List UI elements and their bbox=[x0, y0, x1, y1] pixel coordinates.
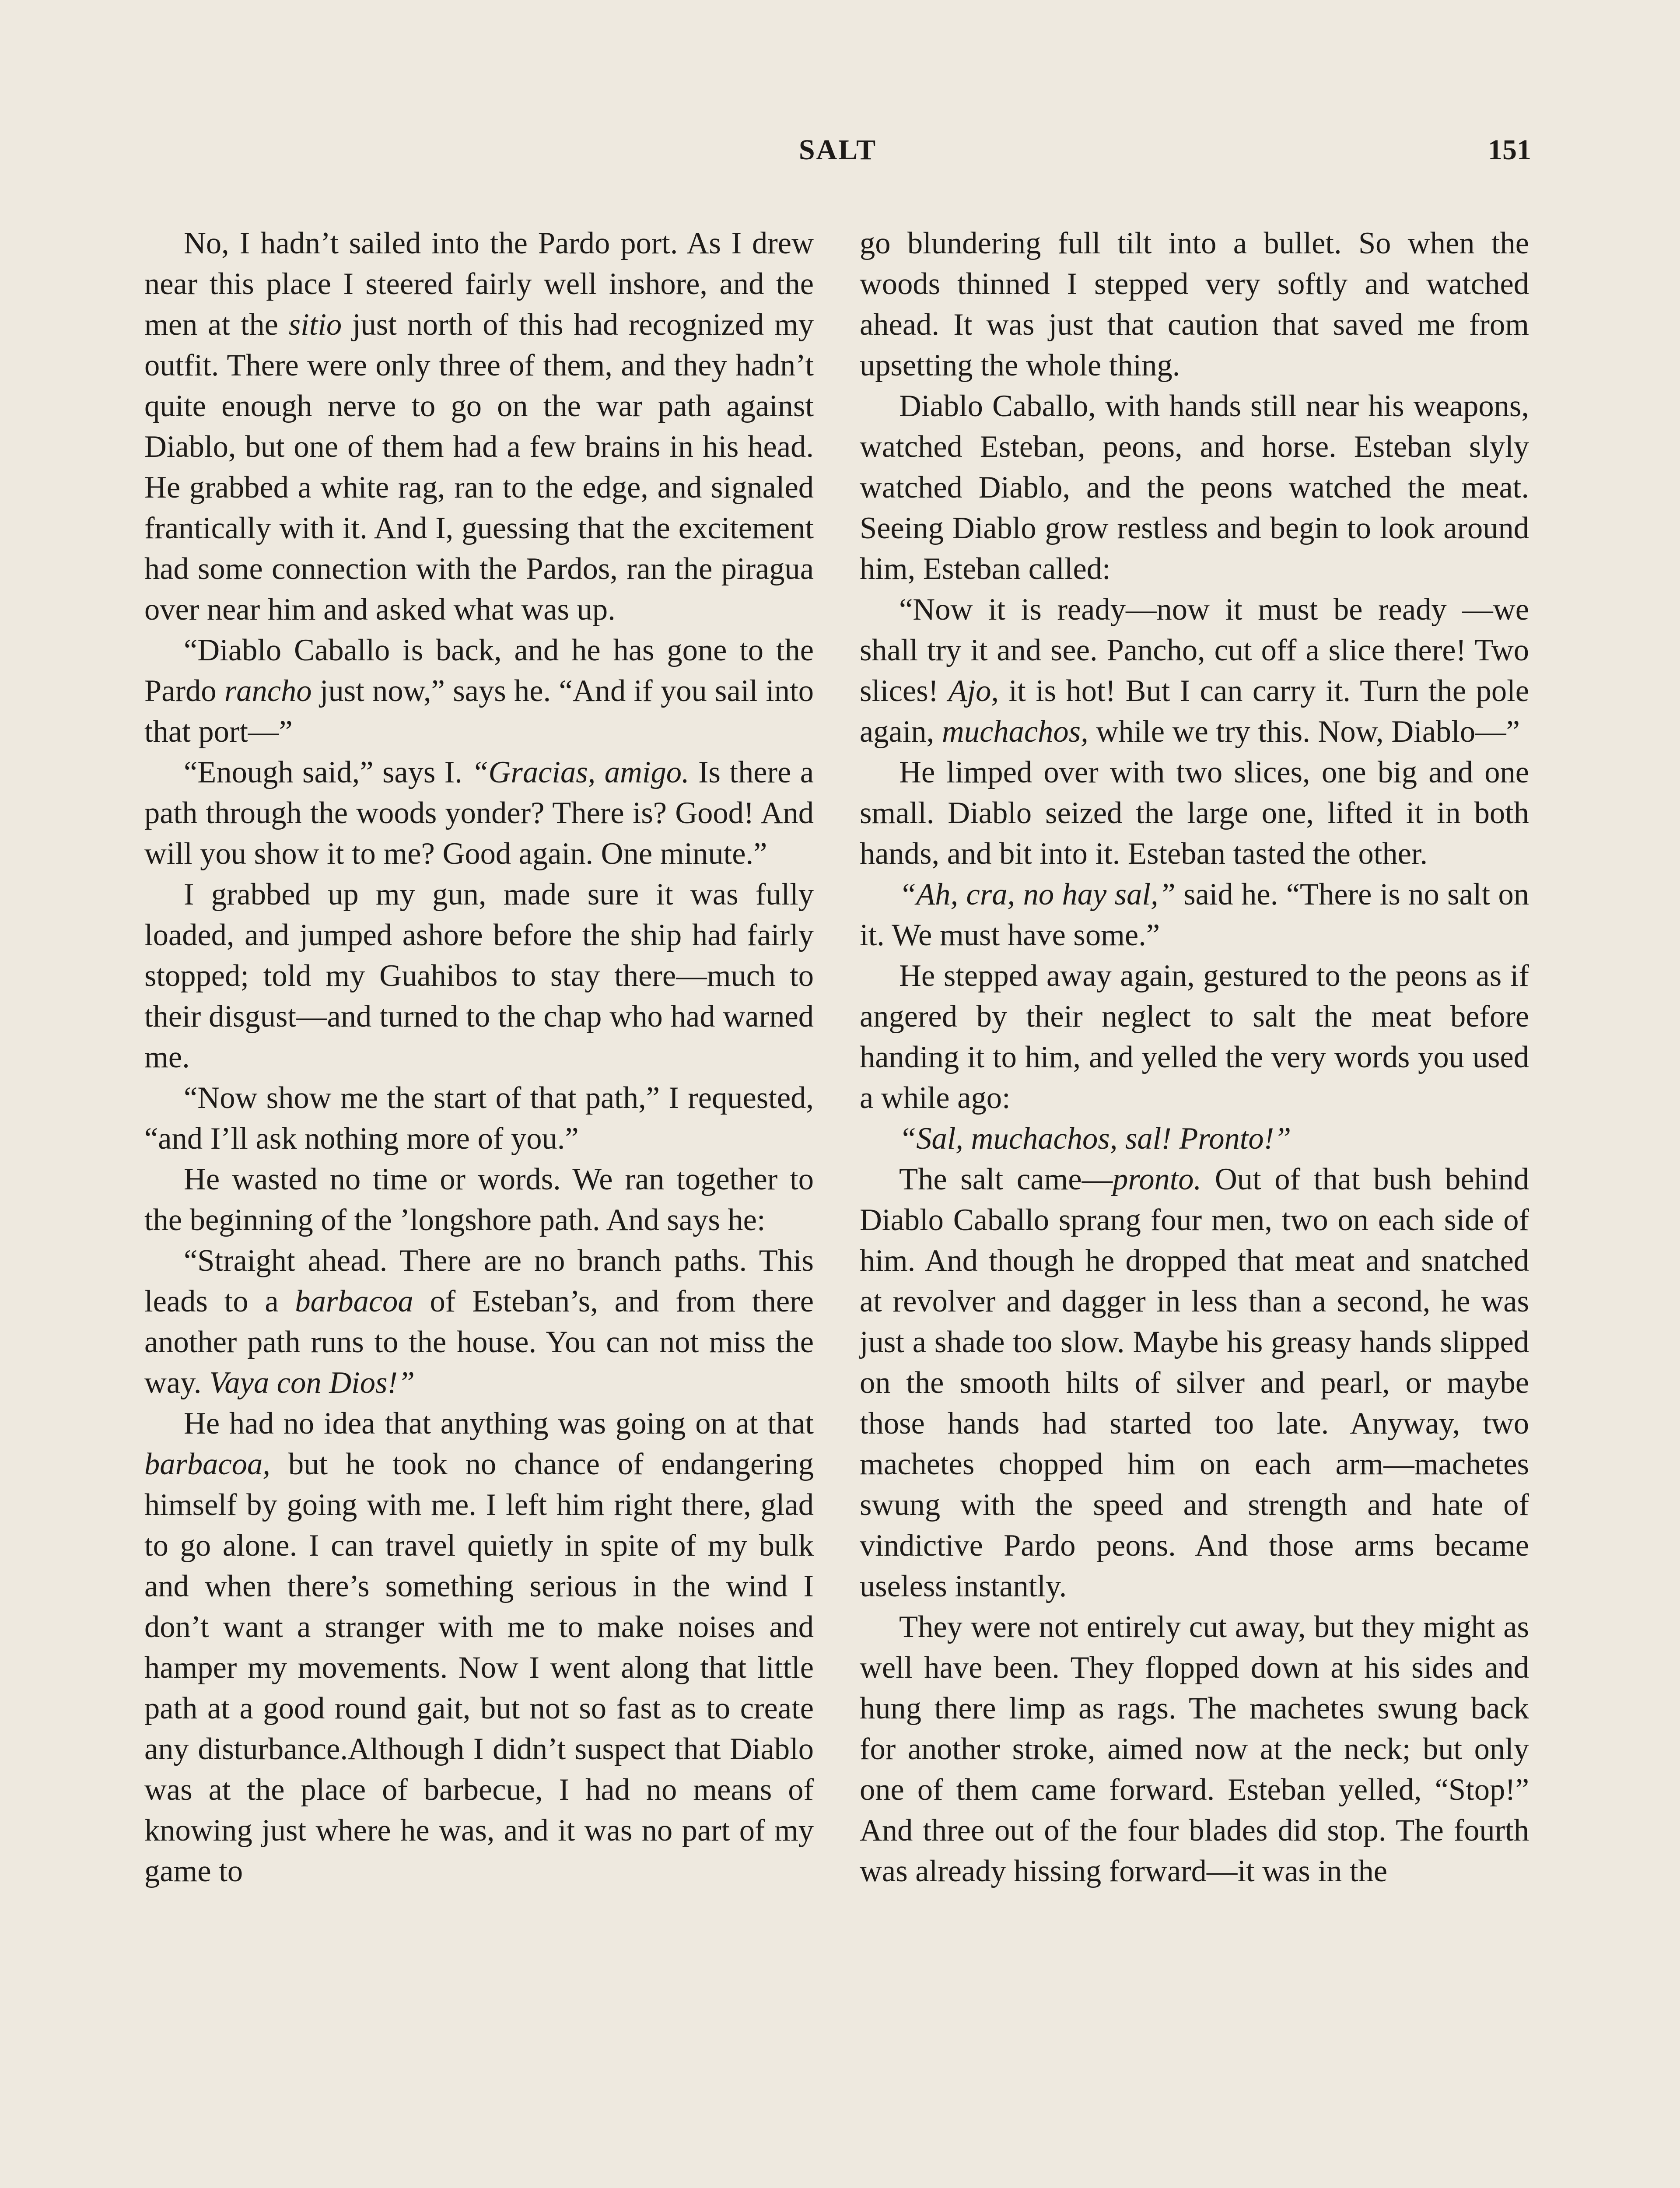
running-title: SALT bbox=[798, 134, 877, 166]
paragraph: “Enough said,” says I. “Gracias, amigo. Is there a path through the woods yonder? There is? Good! And will you show it to me? Good again. One minute.” bbox=[144, 755, 814, 871]
paragraph: They were not entirely cut away, but they might as well have been. They flopped down at his sides and hung there limp as rags. The machetes swung back for another stroke, aimed now at the neck; but only one of them came forward. Esteban yelled, “Stop!” And three out of the four blades did stop. The fourth was already hissing forward—it was in the bbox=[860, 1610, 1529, 1888]
page-number: 151 bbox=[1488, 134, 1531, 166]
paragraph: “Diablo Caballo is back, and he has gone to the Pardo rancho just now,” says he. “And if you sail into that port—” bbox=[144, 633, 814, 749]
paragraph: He had no idea that anything was going on at that barbacoa, but he took no chance of endangering himself by going with me. I left him right there, glad to go alone. I can travel quietly in spite of my bulk and when there’s something serious in the wind I don’t want a stranger with me to make noises and hamper my movements. Now I went along that little path at a good round gait, but not so fast as to create any disturbance.Although I didn’t suspect that Diablo was at the place of barbecue, I had no means of knowing just where he was, and it was no part of my game to bbox=[144, 1406, 814, 1888]
paragraph: go blundering full tilt into a bullet. So when the woods thinned I stepped very softly and watched ahead. It was just that caution that saved me from upsetting the whole thing. bbox=[860, 226, 1529, 382]
paragraph: “Ah, cra, no hay sal,” said he. “There is no salt on it. We must have some.” bbox=[860, 877, 1529, 952]
paragraph: No, I hadn’t sailed into the Pardo port. As I drew near this place I steered fairly well inshore, and the men at the sitio just north of this had recognized my outfit. There were only three of them, and they hadn’t quite enough nerve to go on the war path against Diablo, but one of them had a few brains in his head. He grabbed a white rag, ran to the edge, and signaled frantically with it. And I, guessing that the excitement had some connection with the Pardos, ran the piragua over near him and asked what was up. bbox=[144, 226, 814, 627]
paragraph: “Now it is ready—now it must be ready —we shall try it and see. Pancho, cut off a slice there! Two slices! Ajo, it is hot! But I can carry it. Turn the pole again, muchachos, while we try this. Now, Diablo—” bbox=[860, 593, 1529, 749]
paragraph: “Straight ahead. There are no branch paths. This leads to a barbacoa of Esteban’s, and from there another path runs to the house. You can not miss the way. Vaya con Dios!” bbox=[144, 1244, 814, 1400]
paragraph: I grabbed up my gun, made sure it was fully loaded, and jumped ashore before the ship had fairly stopped; told my Guahibos to stay there—much to their disgust—and turned to the chap who had warned me. bbox=[144, 877, 814, 1074]
paragraph: He stepped away again, gestured to the peons as if angered by their neglect to salt the meat before handing it to him, and yelled the very words you used a while ago: bbox=[860, 959, 1529, 1115]
page-header bbox=[144, 133, 1531, 182]
left-text-column bbox=[144, 223, 814, 1892]
paragraph: The salt came—pronto. Out of that bush behind Diablo Caballo sprang four men, two on each side of him. And though he dropped that meat and snatched at revolver and dagger in less than a second, he was just a shade too slow. Maybe his greasy hands slipped on the smooth hilts of silver and pearl, or maybe those hands had started too late. Anyway, two machetes chopped him on each arm—machetes swung with the speed and strength and hate of vindictive Pardo peons. And those arms became useless instantly. bbox=[860, 1162, 1529, 1603]
paragraph: Diablo Caballo, with hands still near his weapons, watched Esteban, peons, and horse. Esteban slyly watched Diablo, and the peons watched the meat. Seeing Diablo grow restless and begin to look around him, Esteban called: bbox=[860, 389, 1529, 586]
paragraph: He limped over with two slices, one big and one small. Diablo seized the large one, lifted it in both hands, and bit into it. Esteban tasted the other. bbox=[860, 755, 1529, 871]
paragraph: He wasted no time or words. We ran together to the beginning of the ’longshore path. And says he: bbox=[144, 1162, 814, 1237]
paragraph: “Now show me the start of that path,” I requested, “and I’ll ask nothing more of you.” bbox=[144, 1081, 814, 1156]
paragraph: “Sal, muchachos, sal! Pronto!” bbox=[899, 1122, 1292, 1156]
right-text-column bbox=[860, 223, 1529, 1892]
